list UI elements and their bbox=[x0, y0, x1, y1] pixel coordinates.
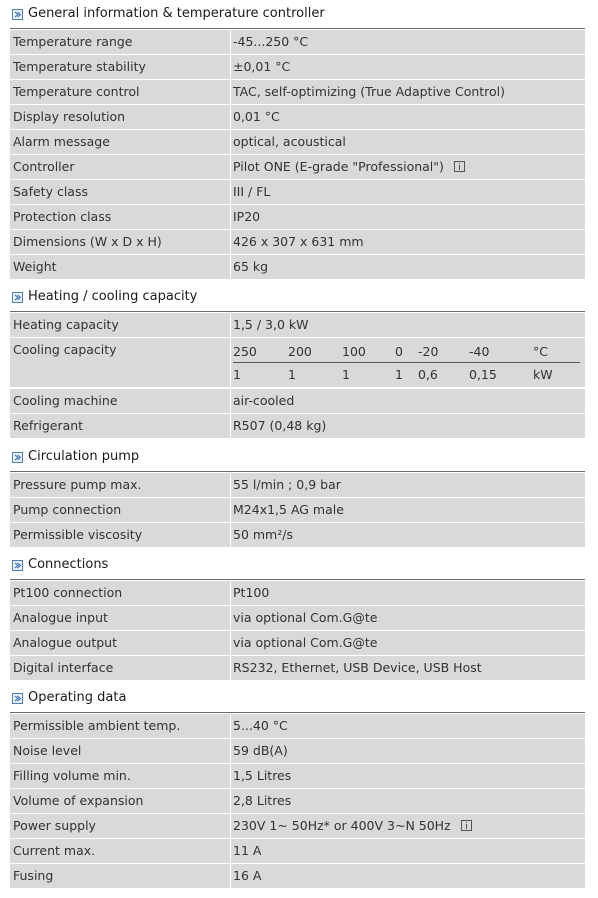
spec-label: Dimensions (W x D x H) bbox=[13, 234, 162, 249]
spec-row bbox=[10, 180, 585, 204]
spec-label: Power supply bbox=[13, 818, 96, 833]
spec-label: Pump connection bbox=[13, 502, 122, 517]
section-title: Circulation pump bbox=[28, 449, 140, 464]
cooling-capacity-row bbox=[10, 338, 585, 387]
spec-value: 426 x 307 x 631 mm bbox=[233, 234, 364, 249]
spec-row bbox=[10, 80, 585, 104]
spec-value bbox=[233, 818, 472, 833]
spec-row bbox=[10, 739, 585, 763]
spec-value: via optional Com.G@te bbox=[233, 635, 378, 650]
section-header-connections[interactable] bbox=[10, 555, 585, 580]
cooling-table-divider bbox=[233, 362, 580, 363]
spec-label: Alarm message bbox=[13, 134, 110, 149]
spec-value: air-cooled bbox=[233, 393, 295, 408]
section-heating-cooling bbox=[10, 287, 585, 433]
section-header-circulation-pump[interactable] bbox=[10, 447, 585, 472]
spec-row bbox=[10, 631, 585, 655]
power-supply-value-text: 230V 1~ 50Hz* or 400V 3~N 50Hz bbox=[233, 818, 451, 833]
spec-row bbox=[10, 789, 585, 813]
cooling-value-cell: 1 bbox=[233, 367, 241, 382]
spec-row bbox=[10, 205, 585, 229]
expand-arrow-icon[interactable] bbox=[12, 560, 23, 571]
spec-label: Heating capacity bbox=[13, 317, 119, 332]
spec-label: Analogue input bbox=[13, 610, 108, 625]
spec-row bbox=[10, 656, 585, 680]
cooling-value-cell: 0,6 bbox=[418, 367, 438, 382]
cooling-temp-cell: 200 bbox=[288, 344, 312, 359]
spec-row bbox=[10, 155, 585, 179]
spec-value: -45...250 °C bbox=[233, 34, 309, 49]
cooling-value-cell: 1 bbox=[288, 367, 296, 382]
spec-label: Pressure pump max. bbox=[13, 477, 142, 492]
spec-row bbox=[10, 105, 585, 129]
spec-row bbox=[10, 606, 585, 630]
cooling-value-cell: 0,15 bbox=[469, 367, 497, 382]
spec-row bbox=[10, 313, 585, 337]
spec-label: Noise level bbox=[13, 743, 82, 758]
spec-label: Pt100 connection bbox=[13, 585, 123, 600]
spec-label: Permissible viscosity bbox=[13, 527, 143, 542]
spec-label: Analogue output bbox=[13, 635, 118, 650]
spec-row bbox=[10, 55, 585, 79]
spec-label: Temperature range bbox=[13, 34, 133, 49]
spec-label: Permissible ambient temp. bbox=[13, 718, 181, 733]
cooling-temp-cell: 250 bbox=[233, 344, 257, 359]
spec-value: via optional Com.G@te bbox=[233, 610, 378, 625]
cooling-unit-cell: °C bbox=[533, 344, 548, 359]
spec-row bbox=[10, 230, 585, 254]
cooling-temp-cell: -40 bbox=[469, 344, 490, 359]
section-title: Connections bbox=[28, 557, 109, 572]
spec-value: M24x1,5 AG male bbox=[233, 502, 344, 517]
section-title: General information & temperature controller bbox=[28, 6, 325, 21]
spec-value: RS232, Ethernet, USB Device, USB Host bbox=[233, 660, 482, 675]
section-header-general[interactable] bbox=[10, 4, 585, 29]
spec-value: 2,8 Litres bbox=[233, 793, 292, 808]
spec-value: 1,5 Litres bbox=[233, 768, 292, 783]
spec-value: R507 (0,48 kg) bbox=[233, 418, 327, 433]
cooling-temp-cell: 100 bbox=[342, 344, 366, 359]
spec-label: Weight bbox=[13, 259, 57, 274]
spec-value: III / FL bbox=[233, 184, 271, 199]
spec-value: Pt100 bbox=[233, 585, 270, 600]
spec-value: IP20 bbox=[233, 209, 261, 224]
spec-label: Protection class bbox=[13, 209, 112, 224]
info-icon[interactable] bbox=[454, 161, 465, 172]
cooling-value-cell: 1 bbox=[342, 367, 350, 382]
spec-label: Display resolution bbox=[13, 109, 126, 124]
expand-arrow-icon[interactable] bbox=[12, 292, 23, 303]
spec-row bbox=[10, 839, 585, 863]
spec-value: 50 mm²/s bbox=[233, 527, 293, 542]
cooling-unit-cell: kW bbox=[533, 367, 553, 382]
spec-row bbox=[10, 30, 585, 54]
spec-label: Cooling capacity bbox=[13, 342, 117, 357]
spec-value: 11 A bbox=[233, 843, 262, 858]
spec-row bbox=[10, 414, 585, 438]
spec-row bbox=[10, 864, 585, 888]
spec-value: 65 kg bbox=[233, 259, 269, 274]
spec-row bbox=[10, 581, 585, 605]
section-circulation-pump bbox=[10, 447, 585, 542]
spec-row bbox=[10, 523, 585, 547]
spec-value: 55 l/min ; 0,9 bar bbox=[233, 477, 341, 492]
spec-row bbox=[10, 814, 585, 838]
spec-row bbox=[10, 389, 585, 413]
controller-value-text: Pilot ONE (E-grade "Professional") bbox=[233, 159, 444, 174]
info-icon[interactable] bbox=[461, 820, 472, 831]
spec-label: Digital interface bbox=[13, 660, 114, 675]
spec-value: 59 dB(A) bbox=[233, 743, 288, 758]
section-header-operating-data[interactable] bbox=[10, 688, 585, 713]
spec-label: Temperature stability bbox=[13, 59, 146, 74]
section-header-heating-cooling[interactable] bbox=[10, 287, 585, 312]
spec-row bbox=[10, 255, 585, 279]
expand-arrow-icon[interactable] bbox=[12, 693, 23, 704]
spec-value: 16 A bbox=[233, 868, 262, 883]
spec-row bbox=[10, 764, 585, 788]
cooling-temp-cell: -20 bbox=[418, 344, 439, 359]
spec-value: 1,5 / 3,0 kW bbox=[233, 317, 309, 332]
spec-value: ±0,01 °C bbox=[233, 59, 291, 74]
section-title: Heating / cooling capacity bbox=[28, 289, 198, 304]
cooling-temp-cell: 0 bbox=[395, 344, 403, 359]
spec-label: Temperature control bbox=[13, 84, 140, 99]
section-general bbox=[10, 4, 585, 274]
spec-row bbox=[10, 130, 585, 154]
spec-label: Filling volume min. bbox=[13, 768, 131, 783]
cooling-value-cell: 1 bbox=[395, 367, 403, 382]
spec-row bbox=[10, 498, 585, 522]
section-operating-data bbox=[10, 688, 585, 883]
section-connections bbox=[10, 555, 585, 675]
spec-label: Fusing bbox=[13, 868, 54, 883]
spec-row bbox=[10, 473, 585, 497]
section-title: Operating data bbox=[28, 690, 127, 705]
spec-value: 0,01 °C bbox=[233, 109, 280, 124]
spec-label: Current max. bbox=[13, 843, 96, 858]
expand-arrow-icon[interactable] bbox=[12, 452, 23, 463]
spec-value: optical, acoustical bbox=[233, 134, 346, 149]
spec-label: Refrigerant bbox=[13, 418, 84, 433]
spec-label: Volume of expansion bbox=[13, 793, 144, 808]
spec-label: Cooling machine bbox=[13, 393, 118, 408]
spec-value: 5...40 °C bbox=[233, 718, 288, 733]
spec-value bbox=[233, 159, 465, 174]
spec-value: TAC, self-optimizing (True Adaptive Control) bbox=[233, 84, 506, 99]
spec-label: Controller bbox=[13, 159, 75, 174]
expand-arrow-icon[interactable] bbox=[12, 9, 23, 20]
spec-label: Safety class bbox=[13, 184, 88, 199]
spec-row bbox=[10, 714, 585, 738]
